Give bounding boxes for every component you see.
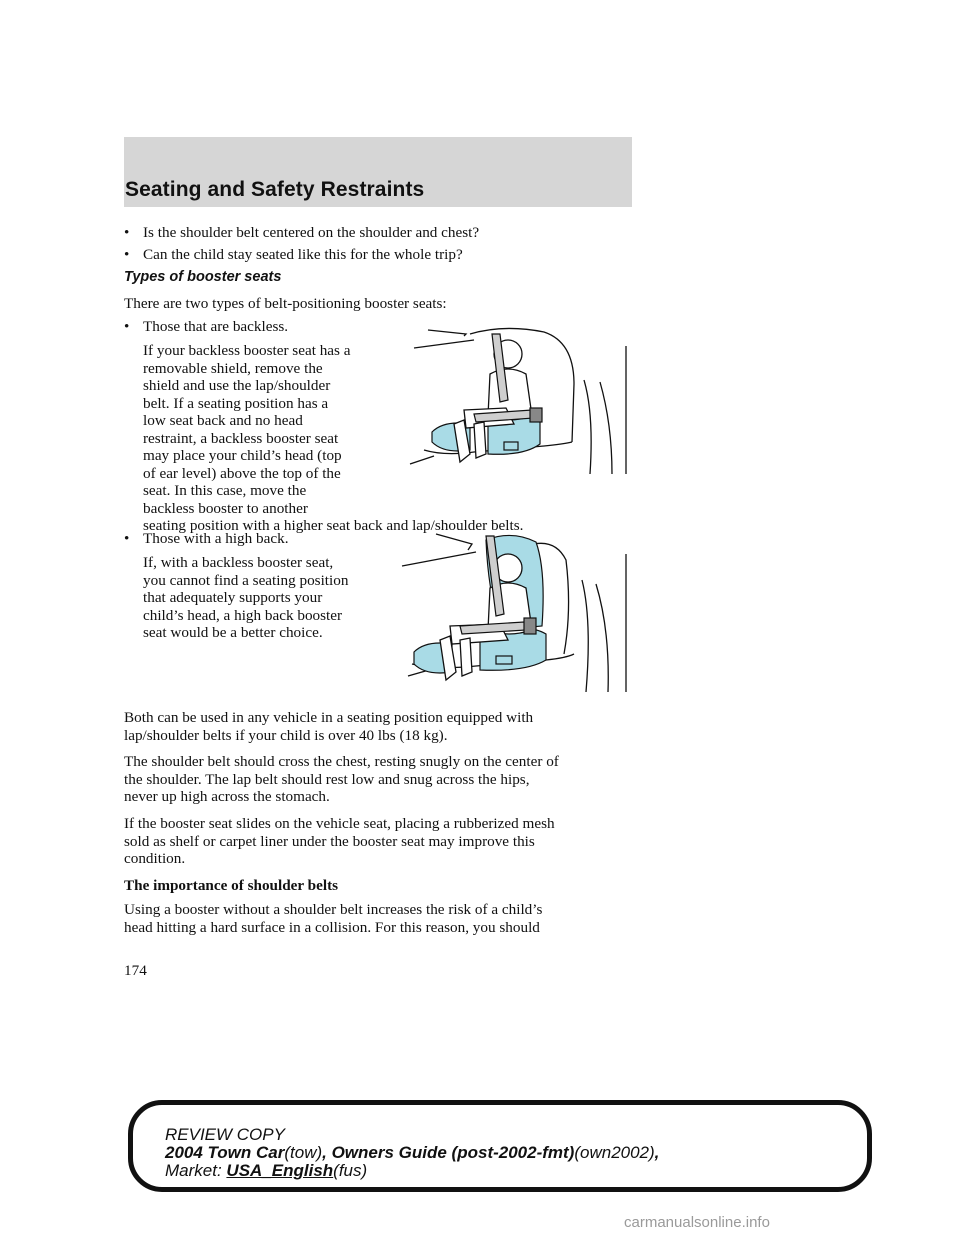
text-line: that adequately supports your xyxy=(143,589,323,606)
text-line: sold as shelf or carpet liner under the booster seat may improve this xyxy=(124,832,535,850)
bullet-dot: • xyxy=(124,224,130,241)
text-line: head hitting a hard surface in a collision. For this reason, you should xyxy=(124,918,540,936)
bullet-dot: • xyxy=(124,530,130,547)
text-line: you cannot find a seating position xyxy=(143,571,349,589)
text-line: If, with a backless booster seat, xyxy=(143,554,334,571)
text-line: seating position with a higher seat back and lap/shoulder belts. xyxy=(143,517,524,534)
text-line: The shoulder belt should cross the chest, resting snugly on the center of xyxy=(124,753,559,770)
bullet-dot: • xyxy=(124,318,130,335)
highback-booster-illustration xyxy=(396,530,632,692)
review-copy-text xyxy=(165,1126,659,1180)
review-copy-model-line xyxy=(165,1144,659,1162)
bullet-text: Those that are backless. xyxy=(143,318,289,335)
text-line: the shoulder. The lap belt should rest low and snug across the hips, xyxy=(124,770,530,788)
text-line: lap/shoulder belts if your child is over 40 lbs (18 kg). xyxy=(124,726,448,744)
paragraph-slides xyxy=(124,815,555,868)
page-number: 174 xyxy=(124,962,147,979)
text-line: Using a booster without a shoulder belt increases the risk of a child’s xyxy=(124,901,543,918)
paragraph-both xyxy=(124,709,533,744)
paragraph-shoulder-belts xyxy=(124,901,542,936)
text-line: If your backless booster seat has a xyxy=(143,342,351,359)
text-line: condition. xyxy=(124,850,186,867)
text-line: child’s head, a high back booster xyxy=(143,606,343,624)
guide-name: , Owners Guide (post-2002-fmt) xyxy=(322,1143,575,1162)
text-line: If the booster seat slides on the vehicle seat, placing a rubberized mesh xyxy=(124,815,555,832)
text-line: never up high across the stomach. xyxy=(124,788,330,805)
market-code: (fus) xyxy=(333,1161,368,1180)
text-line: low seat back and no head xyxy=(143,412,303,429)
bullet-text: Is the shoulder belt centered on the shoulder and chest? xyxy=(143,224,480,241)
market-value: USA_English xyxy=(226,1161,334,1180)
separator: , xyxy=(654,1143,660,1162)
bullet-text: Those with a high back. xyxy=(143,530,289,547)
review-copy-market-line xyxy=(165,1162,659,1180)
section-title: Seating and Safety Restraints xyxy=(125,178,425,201)
highback-paragraph xyxy=(143,554,348,642)
model-name: 2004 Town Car xyxy=(165,1143,285,1162)
text-line: may place your child’s head (top xyxy=(143,447,342,464)
text-line: seat. In this case, move the xyxy=(143,482,307,499)
bullet-dot: • xyxy=(124,246,130,263)
review-copy-label: REVIEW COPY xyxy=(165,1125,285,1144)
text-line: of ear level) above the top of the xyxy=(143,464,341,482)
heading-shoulder-belts: The importance of shoulder belts xyxy=(124,877,339,894)
bullet-text: Can the child stay seated like this for the whole trip? xyxy=(143,246,463,263)
model-code: (tow) xyxy=(284,1143,323,1162)
text-line: restraint, a backless booster seat xyxy=(143,429,339,447)
text-line: Both can be used in any vehicle in a seating position equipped with xyxy=(124,709,534,726)
market-label: Market: xyxy=(165,1161,222,1180)
watermark-text: carmanualsonline.info xyxy=(624,1214,770,1231)
backless-booster-illustration xyxy=(404,324,630,474)
types-intro: There are two types of belt-positioning booster seats: xyxy=(124,295,447,312)
guide-code: (own2002) xyxy=(574,1143,655,1162)
text-line: removable shield, remove the xyxy=(143,359,323,377)
text-line: seat would be a better choice. xyxy=(143,624,323,641)
text-line: backless booster to another xyxy=(143,499,308,517)
paragraph-shoulder xyxy=(124,753,559,806)
text-line: shield and use the lap/shoulder xyxy=(143,377,331,394)
subheading-types: Types of booster seats xyxy=(124,269,282,285)
text-line: belt. If a seating position has a xyxy=(143,394,329,412)
